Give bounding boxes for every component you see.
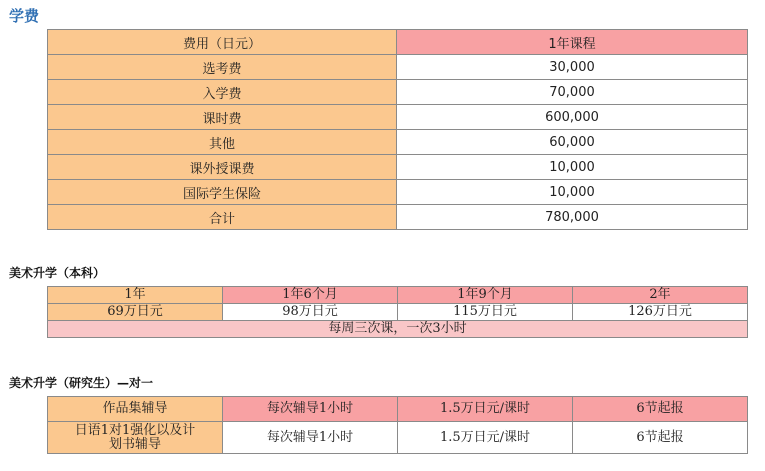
fee-name-cell: 其他	[48, 130, 397, 155]
page-title: 学费	[9, 7, 40, 25]
graduate-table	[47, 396, 748, 454]
minimum-sessions-cell: 6节起报	[573, 397, 748, 422]
price-cell: 126万日元	[573, 304, 748, 321]
service-name-cell	[48, 422, 223, 454]
table-row	[48, 422, 748, 454]
graduate-section-title: 美术升学（研究生）—对一	[9, 376, 154, 390]
table-row	[48, 155, 748, 180]
table-total-row	[48, 205, 748, 230]
price-cell: 69万日元	[48, 304, 223, 321]
service-name-cell: 作品集辅导	[48, 397, 223, 422]
table-row	[48, 55, 748, 80]
total-label-cell: 合计	[48, 205, 397, 230]
duration-cell: 1年9个月	[398, 287, 573, 304]
header-fee-label: 费用（日元）	[48, 30, 397, 55]
fee-value-cell: 10,000	[397, 155, 748, 180]
fee-name-cell: 国际学生保险	[48, 180, 397, 205]
session-length-cell: 每次辅导1小时	[223, 422, 398, 454]
table-row	[48, 80, 748, 105]
fee-value-cell: 60,000	[397, 130, 748, 155]
price-cell: 98万日元	[223, 304, 398, 321]
service-name-text: 日语1对1强化以及计划书辅导	[74, 422, 196, 452]
fee-name-cell: 课外授课费	[48, 155, 397, 180]
table-header-row	[48, 30, 748, 55]
table-row	[48, 130, 748, 155]
minimum-sessions-cell: 6节起报	[573, 422, 748, 454]
total-value-cell: 780,000	[397, 205, 748, 230]
fee-value-cell: 600,000	[397, 105, 748, 130]
rate-cell: 1.5万日元/课时	[398, 397, 573, 422]
table-row	[48, 397, 748, 422]
undergrad-section-title: 美术升学（本科）	[9, 266, 106, 280]
tuition-table	[47, 29, 748, 230]
duration-cell: 1年	[48, 287, 223, 304]
fee-value-cell: 10,000	[397, 180, 748, 205]
duration-cell: 1年6个月	[223, 287, 398, 304]
duration-cell: 2年	[573, 287, 748, 304]
fee-value-cell: 70,000	[397, 80, 748, 105]
schedule-note: 每周三次课，一次3小时	[48, 321, 748, 338]
table-row	[48, 180, 748, 205]
session-length-cell: 每次辅导1小时	[223, 397, 398, 422]
fee-name-cell: 课时费	[48, 105, 397, 130]
table-row	[48, 105, 748, 130]
price-row	[48, 304, 748, 321]
price-cell: 115万日元	[398, 304, 573, 321]
undergrad-table	[47, 286, 748, 338]
duration-row	[48, 287, 748, 304]
fee-value-cell: 30,000	[397, 55, 748, 80]
fee-name-cell: 选考费	[48, 55, 397, 80]
rate-cell: 1.5万日元/课时	[398, 422, 573, 454]
fee-name-cell: 入学费	[48, 80, 397, 105]
header-course-label: 1年课程	[397, 30, 748, 55]
note-row	[48, 321, 748, 338]
